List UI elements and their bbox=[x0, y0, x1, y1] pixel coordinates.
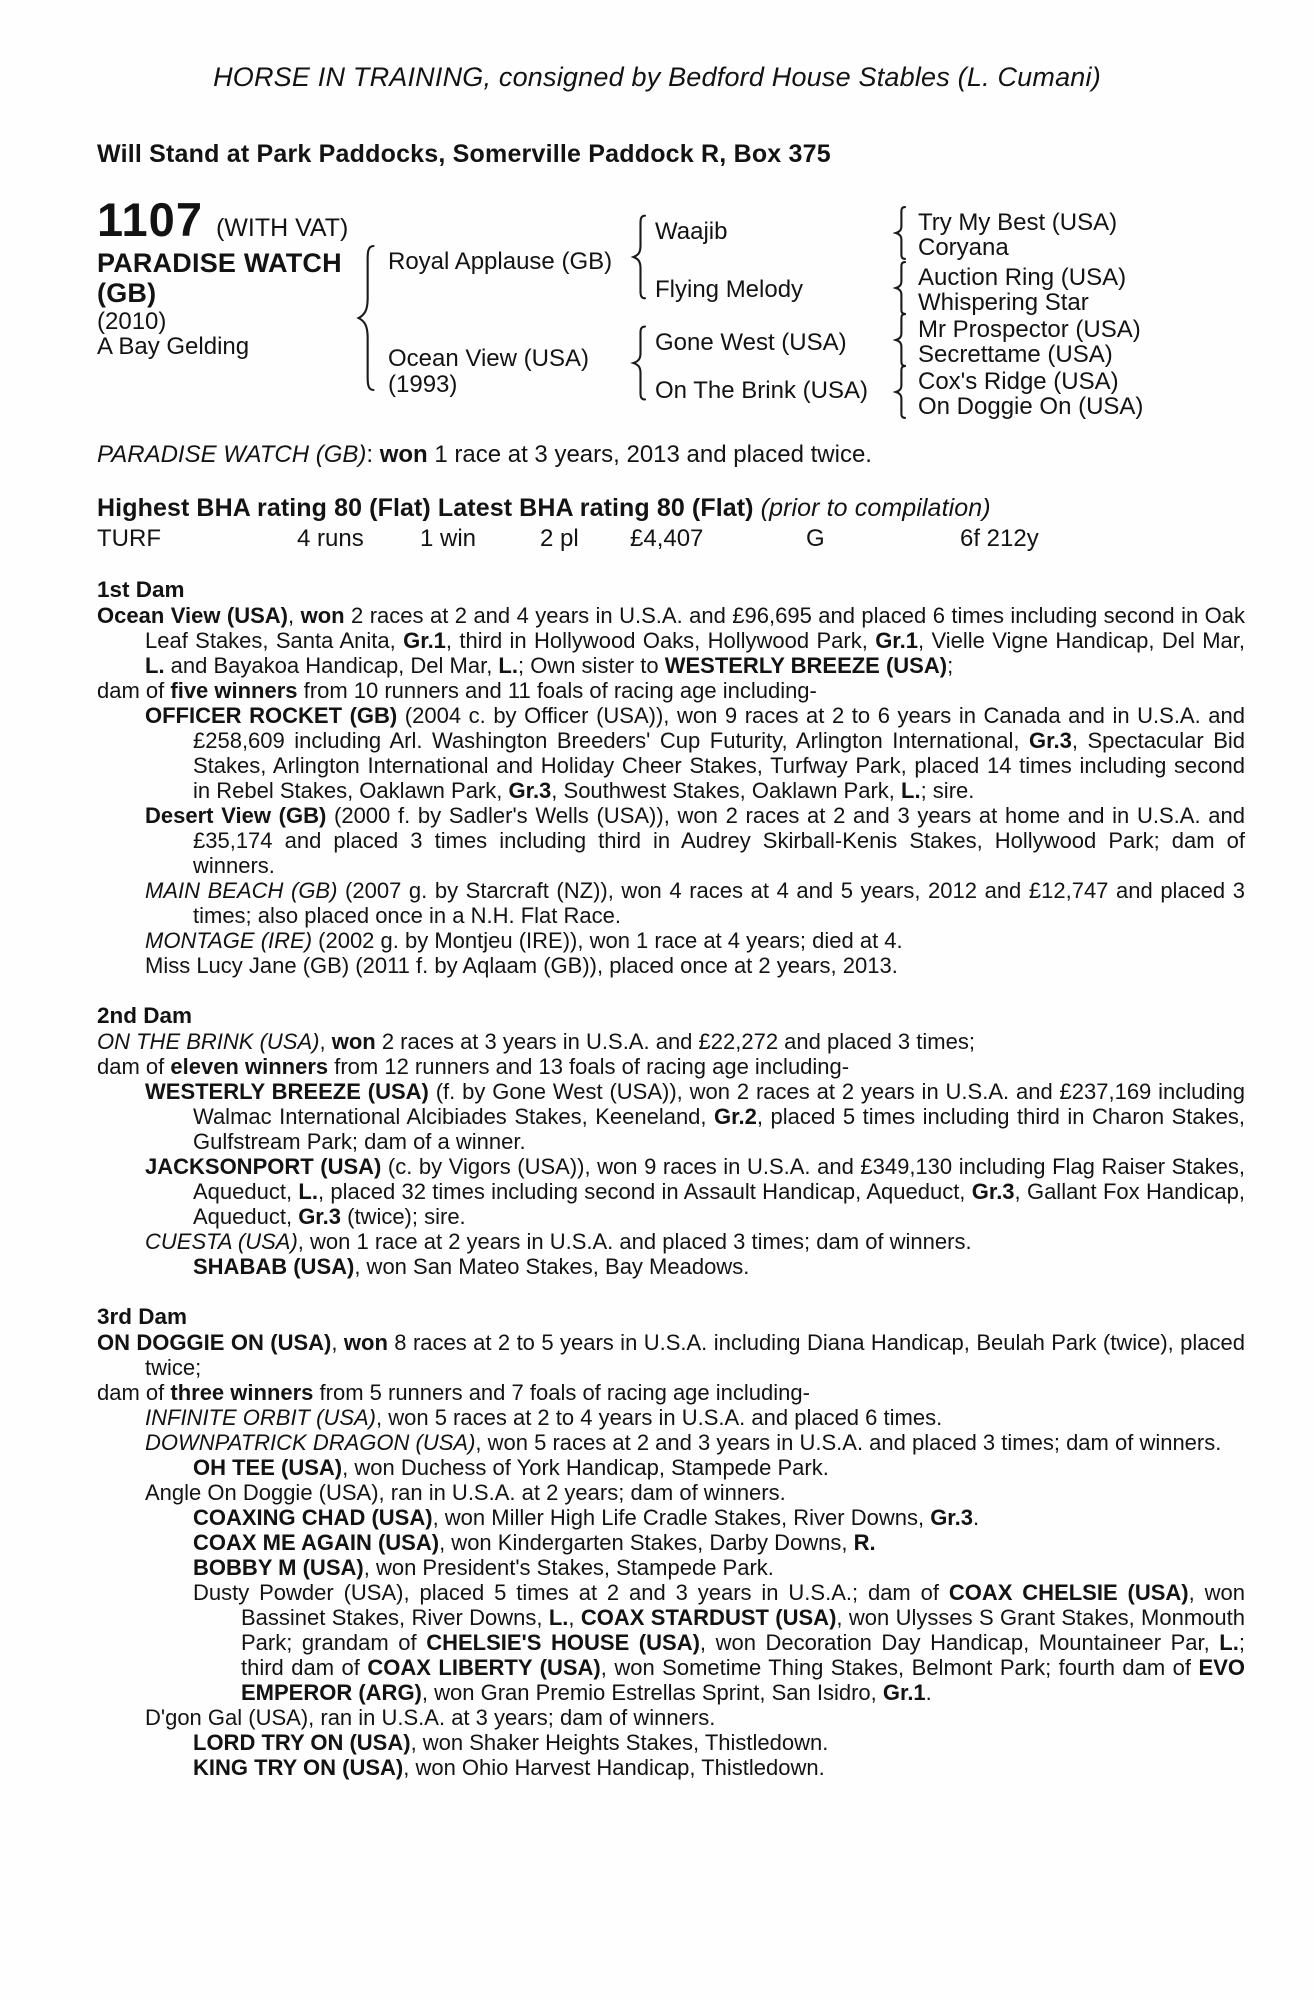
text-segment: BOBBY M (USA) bbox=[193, 1555, 364, 1580]
text-segment: Gr.3 bbox=[971, 1179, 1015, 1204]
text-segment: CHELSIE'S HOUSE (USA) bbox=[426, 1630, 700, 1655]
text-segment: Gr.2 bbox=[714, 1104, 757, 1129]
vat-note: (WITH VAT) bbox=[215, 214, 349, 242]
text-segment: Gr.1 bbox=[875, 628, 918, 653]
pedigree-paragraph bbox=[97, 1455, 1245, 1480]
ped-dam-name: Ocean View (USA) bbox=[388, 345, 589, 372]
ped-sire-sire: Waajib bbox=[655, 218, 728, 245]
pedigree-paragraph bbox=[97, 1380, 1245, 1405]
pedigree-paragraph bbox=[97, 1530, 1245, 1555]
text-segment: , won Sometime Thing Stakes, Belmont Park; fourth dam of bbox=[600, 1655, 1199, 1680]
ped-g-sire-sire-sire: Try My Best (USA) bbox=[918, 209, 1118, 236]
text-segment: dam of bbox=[97, 1054, 171, 1079]
lot-block bbox=[97, 193, 372, 360]
text-segment: , won 1 race at 2 years in U.S.A. and placed 3 times; dam of winners. bbox=[297, 1229, 972, 1254]
ped-g-dam-dam-dam: On Doggie On (USA) bbox=[918, 393, 1144, 420]
dam-section-3 bbox=[97, 1304, 1245, 1780]
stats-earnings: £4,407 bbox=[630, 525, 704, 552]
text-segment: COAX STARDUST (USA) bbox=[580, 1605, 837, 1630]
text-segment: ; third dam of bbox=[241, 1630, 1245, 1680]
text-segment: COAXING CHAD (USA) bbox=[193, 1505, 433, 1530]
text-segment: dam of bbox=[97, 678, 171, 703]
text-segment: L. bbox=[145, 653, 165, 678]
text-segment: ; Own sister to bbox=[517, 653, 665, 678]
ped-sire-name: Royal Applause (GB) bbox=[388, 248, 613, 275]
ped-sire-dam: Flying Melody bbox=[655, 276, 804, 303]
race-record-line bbox=[97, 441, 1245, 469]
horse-name: PARADISE WATCH (GB) bbox=[97, 248, 342, 308]
text-segment: LORD TRY ON (USA) bbox=[193, 1730, 411, 1755]
text-segment: , bbox=[331, 1330, 344, 1355]
text-segment: won bbox=[331, 1029, 376, 1054]
text-segment: from 10 runners and 11 foals of racing age including- bbox=[297, 678, 817, 703]
pedigree-paragraph bbox=[97, 803, 1245, 878]
text-segment: (prior to compilation) bbox=[760, 494, 991, 522]
text-segment: (2002 g. by Montjeu (IRE)), won 1 race at 4 years; died at 4. bbox=[312, 928, 903, 953]
text-segment: , won President's Stakes, Stampede Park. bbox=[363, 1555, 774, 1580]
text-segment: Miss Lucy Jane (GB) (2011 f. by Aqlaam (GB)), placed once at 2 years, 2013. bbox=[145, 953, 898, 978]
text-segment: dam of bbox=[97, 1380, 171, 1405]
text-segment: OFFICER ROCKET (GB) bbox=[145, 703, 398, 728]
text-segment: MAIN BEACH (GB) bbox=[145, 878, 338, 903]
text-segment: (twice); sire. bbox=[341, 1204, 466, 1229]
text-segment: (c. by Vigors (USA)), won 9 races in U.S.A. and £349,130 including Flag Raiser Stakes, Aqueduct, bbox=[193, 1154, 1245, 1204]
text-segment: , won Ulysses S Grant Stakes, Monmouth Park; grandam of bbox=[241, 1605, 1245, 1655]
catalogue-body bbox=[97, 441, 1245, 1780]
text-segment: , Southwest Stakes, Oaklawn Park, bbox=[551, 778, 902, 803]
text-segment: OH TEE (USA) bbox=[193, 1455, 343, 1480]
pedigree-brace-g2 bbox=[893, 261, 909, 315]
text-segment: COAX LIBERTY (USA) bbox=[367, 1655, 601, 1680]
text-segment: COAX CHELSIE (USA) bbox=[948, 1580, 1189, 1605]
pedigree-paragraph bbox=[97, 1430, 1245, 1455]
pedigree-paragraph bbox=[97, 703, 1245, 803]
text-segment: , won Ohio Harvest Handicap, Thistledown. bbox=[403, 1755, 825, 1780]
text-segment: L. bbox=[1219, 1630, 1239, 1655]
text-segment: 8 races at 2 to 5 years in U.S.A. including Diana Handicap, Beulah Park (twice), placed twice; bbox=[145, 1330, 1246, 1380]
text-segment: R. bbox=[853, 1530, 876, 1555]
pedigree-paragraph bbox=[97, 603, 1245, 678]
text-segment: five winners bbox=[170, 678, 298, 703]
text-segment: and Bayakoa Handicap, Del Mar, bbox=[164, 653, 499, 678]
pedigree-paragraph bbox=[97, 1029, 1245, 1054]
text-segment: L. bbox=[548, 1605, 569, 1630]
text-segment: , bbox=[288, 603, 301, 628]
pedigree-paragraph bbox=[97, 1505, 1245, 1530]
lot-number: 1107 bbox=[97, 193, 203, 246]
text-segment: , won San Mateo Stakes, Bay Meadows. bbox=[354, 1254, 750, 1279]
pedigree-brace-g3 bbox=[893, 313, 909, 367]
pedigree-paragraph bbox=[97, 1555, 1245, 1580]
pedigree-paragraph bbox=[97, 1730, 1245, 1755]
pedigree-paragraph bbox=[97, 1480, 1245, 1505]
text-segment: L. bbox=[298, 1179, 318, 1204]
text-segment: , Vielle Vigne Handicap, Del Mar, bbox=[918, 628, 1245, 653]
text-segment: , won Gran Premio Estrellas Sprint, San Isidro, bbox=[421, 1680, 883, 1705]
text-segment: . bbox=[925, 1680, 932, 1705]
ped-dam-year: (1993) bbox=[388, 371, 458, 398]
text-segment: ON DOGGIE ON (USA) bbox=[97, 1330, 332, 1355]
text-segment: , won Shaker Heights Stakes, Thistledown. bbox=[410, 1730, 829, 1755]
pedigree-paragraph bbox=[97, 1330, 1245, 1380]
text-segment: MONTAGE (IRE) bbox=[145, 928, 313, 953]
text-segment: won bbox=[379, 441, 428, 468]
text-segment: , won Kindergarten Stakes, Darby Downs, bbox=[439, 1530, 854, 1555]
text-segment: INFINITE ORBIT (USA) bbox=[145, 1405, 376, 1430]
text-segment: , placed 32 times including second in Assault Handicap, Aqueduct, bbox=[317, 1179, 972, 1204]
text-segment: ; bbox=[947, 653, 954, 678]
text-segment: (2007 g. by Starcraft (NZ)), won 4 races at 4 and 5 years, 2012 and £12,747 and placed 3 times; also placed once in a N.H. Flat Race. bbox=[193, 878, 1245, 928]
pedigree-brace-sire bbox=[630, 214, 650, 300]
pedigree-brace-main bbox=[354, 243, 380, 393]
text-segment: , placed 5 times including third in Charon Stakes, Gulfstream Park; dam of a winner. bbox=[193, 1104, 1245, 1154]
stats-surface: TURF bbox=[97, 525, 161, 552]
stats-going: G bbox=[806, 525, 825, 552]
pedigree-paragraph bbox=[97, 878, 1245, 928]
text-segment: L. bbox=[901, 778, 921, 803]
text-segment: DOWNPATRICK DRAGON (USA) bbox=[145, 1430, 476, 1455]
page-title: HORSE IN TRAINING, consigned by Bedford House Stables (L. Cumani) bbox=[213, 62, 1101, 92]
text-segment: KING TRY ON (USA) bbox=[193, 1755, 404, 1780]
ped-g-dam-dam-sire: Cox's Ridge (USA) bbox=[918, 368, 1119, 395]
pedigree-brace-dam bbox=[630, 325, 650, 401]
stats-places: 2 pl bbox=[540, 525, 579, 552]
text-segment: , bbox=[319, 1029, 332, 1054]
text-segment: D'gon Gal (USA), ran in U.S.A. at 3 years; dam of winners. bbox=[145, 1705, 716, 1730]
pedigree-paragraph bbox=[97, 678, 1245, 703]
text-segment: : bbox=[366, 441, 380, 468]
text-segment: EVO EMPEROR (ARG) bbox=[241, 1655, 1245, 1705]
dam-heading: 1st Dam bbox=[97, 577, 185, 602]
ped-dam-sire: Gone West (USA) bbox=[655, 329, 847, 356]
pedigree-paragraph bbox=[97, 1254, 1245, 1279]
text-segment: Gr.3 bbox=[1029, 728, 1072, 753]
text-segment: SHABAB (USA) bbox=[193, 1254, 355, 1279]
text-segment: Gr.3 bbox=[930, 1505, 973, 1530]
race-stats-row bbox=[97, 525, 1245, 552]
horse-description: A Bay Gelding bbox=[97, 333, 250, 360]
pedigree-paragraph bbox=[97, 1580, 1245, 1705]
pedigree-paragraph bbox=[97, 1054, 1245, 1079]
text-segment: WESTERLY BREEZE (USA) bbox=[664, 653, 948, 678]
text-segment: 2 races at 2 and 4 years in U.S.A. and £96,695 and placed 6 times including second in Oak Leaf Stakes, Santa Anita, bbox=[145, 603, 1245, 653]
text-segment: Highest BHA rating 80 (Flat) Latest BHA rating 80 (Flat) bbox=[97, 494, 761, 522]
text-segment: , third in Hollywood Oaks, Hollywood Park, bbox=[445, 628, 876, 653]
text-segment: from 5 runners and 7 foals of racing age including- bbox=[313, 1380, 810, 1405]
ped-g-dam-sire-dam: Secrettame (USA) bbox=[918, 341, 1113, 368]
text-segment: ; sire. bbox=[920, 778, 975, 803]
pedigree-paragraph bbox=[97, 1229, 1245, 1254]
dam-heading: 3rd Dam bbox=[97, 1304, 188, 1329]
pedigree-paragraph bbox=[97, 928, 1245, 953]
text-segment: , Spectacular Bid Stakes, Arlington International and Holiday Cheer Stakes, Turfway Park, placed 14 times including second in Rebel Stakes, Oaklawn Park, bbox=[193, 728, 1245, 803]
text-segment: won bbox=[343, 1330, 388, 1355]
text-segment: (2000 f. by Sadler's Wells (USA)), won 2 races at 2 and 3 years at home and in U.S.A. and £35,174 and placed 3 times including third in Audrey Skirball-Kenis Stakes, Hollywood Park; dam of winners. bbox=[193, 803, 1245, 878]
ped-g-dam-sire-sire: Mr Prospector (USA) bbox=[918, 316, 1141, 343]
pedigree-brace-g1 bbox=[893, 206, 909, 260]
text-segment: Gr.3 bbox=[298, 1204, 341, 1229]
text-segment: Gr.3 bbox=[508, 778, 552, 803]
stats-distance: 6f 212y bbox=[960, 525, 1039, 552]
lot-number-line bbox=[97, 193, 372, 246]
text-segment: Dusty Powder (USA), placed 5 times at 2 and 3 years in U.S.A.; dam of bbox=[193, 1580, 949, 1605]
pedigree-paragraph bbox=[97, 1079, 1245, 1154]
ped-g-sire-sire-dam: Coryana bbox=[918, 234, 1009, 261]
text-segment: JACKSONPORT (USA) bbox=[145, 1154, 382, 1179]
text-segment: COAX ME AGAIN (USA) bbox=[193, 1530, 440, 1555]
stand-location-line: Will Stand at Park Paddocks, Somerville Paddock R, Box 375 bbox=[97, 140, 831, 168]
text-segment: , won Miller High Life Cradle Stakes, River Downs, bbox=[432, 1505, 931, 1530]
text-segment: three winners bbox=[170, 1380, 314, 1405]
ped-dam-dam: On The Brink (USA) bbox=[655, 377, 868, 404]
stats-wins: 1 win bbox=[420, 525, 477, 552]
text-segment: , bbox=[568, 1605, 581, 1630]
pedigree-paragraph bbox=[97, 1755, 1245, 1780]
text-segment: , Gallant Fox Handicap, Aqueduct, bbox=[193, 1179, 1246, 1229]
text-segment: , won Duchess of York Handicap, Stampede Park. bbox=[342, 1455, 829, 1480]
text-segment: ON THE BRINK (USA) bbox=[97, 1029, 320, 1054]
dam-section-2 bbox=[97, 1003, 1245, 1279]
text-segment: Desert View (GB) bbox=[145, 803, 327, 828]
bha-rating-line bbox=[97, 494, 1245, 523]
text-segment: L. bbox=[498, 653, 518, 678]
text-segment: 2 races at 3 years in U.S.A. and £22,272 and placed 3 times; bbox=[375, 1029, 975, 1054]
text-segment: eleven winners bbox=[170, 1054, 329, 1079]
pedigree-brace-g4 bbox=[893, 365, 909, 419]
text-segment: Gr.1 bbox=[882, 1680, 926, 1705]
text-segment: (2004 c. by Officer (USA)), won 9 races at 2 to 6 years in Canada and in U.S.A. and £258,609 including Arl. Washington Breeders' Cup Futurity, Arlington International, bbox=[193, 703, 1245, 753]
dam-section-1 bbox=[97, 577, 1245, 978]
text-segment: from 12 runners and 13 foals of racing age including- bbox=[328, 1054, 850, 1079]
text-segment: (f. by Gone West (USA)), won 2 races at 2 years in U.S.A. and £237,169 including Walmac International Alcibiades Stakes, Keeneland, bbox=[193, 1079, 1245, 1129]
foaling-year: (2010) bbox=[97, 308, 167, 335]
stats-runs: 4 runs bbox=[297, 525, 364, 552]
text-segment: , won 5 races at 2 and 3 years in U.S.A. and placed 3 times; dam of winners. bbox=[475, 1430, 1222, 1455]
ped-g-sire-dam-sire: Auction Ring (USA) bbox=[918, 264, 1127, 291]
pedigree-paragraph bbox=[97, 1705, 1245, 1730]
text-segment: Ocean View (USA) bbox=[97, 603, 288, 628]
text-segment: PARADISE WATCH (GB) bbox=[97, 441, 367, 468]
text-segment: Gr.1 bbox=[403, 628, 446, 653]
text-segment: won bbox=[300, 603, 345, 628]
ped-g-sire-dam-dam: Whispering Star bbox=[918, 289, 1089, 316]
text-segment: . bbox=[973, 1505, 980, 1530]
text-segment: Angle On Doggie (USA), ran in U.S.A. at 2 years; dam of winners. bbox=[145, 1480, 786, 1505]
pedigree-paragraph bbox=[97, 1154, 1245, 1229]
text-segment: WESTERLY BREEZE (USA) bbox=[145, 1079, 429, 1104]
text-segment: CUESTA (USA) bbox=[145, 1229, 298, 1254]
text-segment: , won Decoration Day Handicap, Mountaineer Par, bbox=[699, 1630, 1220, 1655]
pedigree-paragraph bbox=[97, 953, 1245, 978]
text-segment: 1 race at 3 years, 2013 and placed twice. bbox=[427, 441, 872, 468]
text-segment: , won Bassinet Stakes, River Downs, bbox=[241, 1580, 1245, 1630]
text-segment: , won 5 races at 2 to 4 years in U.S.A. and placed 6 times. bbox=[376, 1405, 943, 1430]
dam-heading: 2nd Dam bbox=[97, 1003, 193, 1028]
pedigree-paragraph bbox=[97, 1405, 1245, 1430]
